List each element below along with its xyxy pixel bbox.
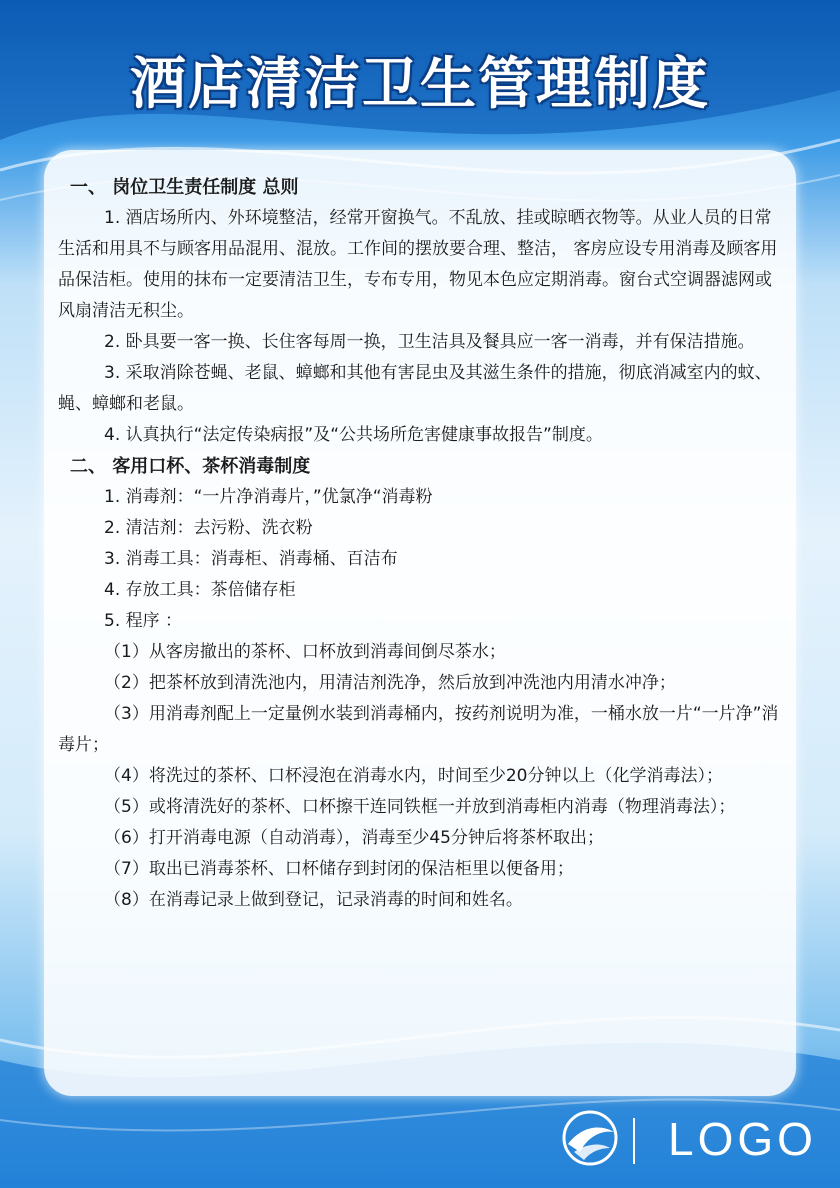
- page-title: 酒店清洁卫生管理制度: [130, 52, 710, 117]
- paragraph-2: 2. 卧具要一客一换、长住客每周一换，卫生洁具及餐具应一客一消毒，并有保洁措施。: [104, 332, 755, 352]
- swoosh-globe-icon: [560, 1108, 620, 1168]
- list-item: 4. 存放工具：茶倍储存柜: [104, 580, 296, 600]
- paragraph-3: 3. 采取消除苍蝇、老鼠、蟑螂和其他有害昆虫及其滋生条件的措施，彻底消减室内的蚊、蝇、蟑螂和老鼠。: [58, 363, 772, 414]
- paragraph-4: 4. 认真执行“法定传染病报”及“公共场所危害健康事故报告”制度。: [104, 425, 603, 445]
- document-body: [58, 172, 784, 916]
- footer-divider: [633, 1118, 635, 1164]
- procedure-step: （4）将洗过的茶杯、口杯浸泡在消毒水内，时间至少20分钟以上（化学消毒法）；: [104, 766, 723, 786]
- paragraph-1: 1. 酒店场所内、外环境整洁，经常开窗换气。不乱放、挂或晾晒衣物等。从业人员的日常生活和用具不与顾客用品混用、混放。工作间的摆放要合理、整洁， 客房应设专用消毒及顾客用品保洁柜。使用的抹布一定要清洁卫生，专布专用，物见本色应定期消毒。窗台式空调器滤网或风扇清洁无积尘。: [58, 208, 778, 321]
- section-heading-2: 二、 客用口杯、茶杯消毒制度: [70, 456, 311, 477]
- procedure-step: （7）取出已消毒茶杯、口杯储存到封闭的保洁柜里以便备用；: [104, 859, 574, 879]
- procedure-step: （6）打开消毒电源（自动消毒），消毒至少45分钟后将茶杯取出；: [104, 828, 604, 848]
- list-item: 1. 消毒剂：“一片净消毒片，”优氯净“消毒粉: [104, 487, 433, 507]
- logo-text: LOGO: [668, 1113, 817, 1165]
- section-heading-1: 一、 岗位卫生责任制度 总则: [70, 177, 299, 198]
- list-item: 5. 程序 ：: [104, 611, 183, 631]
- procedure-step: （8）在消毒记录上做到登记，记录消毒的时间和姓名。: [104, 890, 523, 910]
- procedure-step: （1）从客房撤出的茶杯、口杯放到消毒间倒尽茶水；: [104, 642, 506, 662]
- procedure-step: （2）把茶杯放到清洗池内，用清洁剂洗净，然后放到冲洗池内用清水冲净；: [104, 673, 676, 693]
- procedure-step: （3）用消毒剂配上一定量例水装到消毒桶内，按药剂说明为准，一桶水放一片“一片净”消毒片；: [58, 704, 779, 755]
- procedure-step: （5）或将清洗好的茶杯、口杯擦干连同铁框一并放到消毒柜内消毒（物理消毒法）；: [104, 797, 736, 817]
- list-item: 3. 消毒工具：消毒柜、消毒桶、百洁布: [104, 549, 398, 569]
- list-item: 2. 清洁剂：去污粉、洗衣粉: [104, 518, 313, 538]
